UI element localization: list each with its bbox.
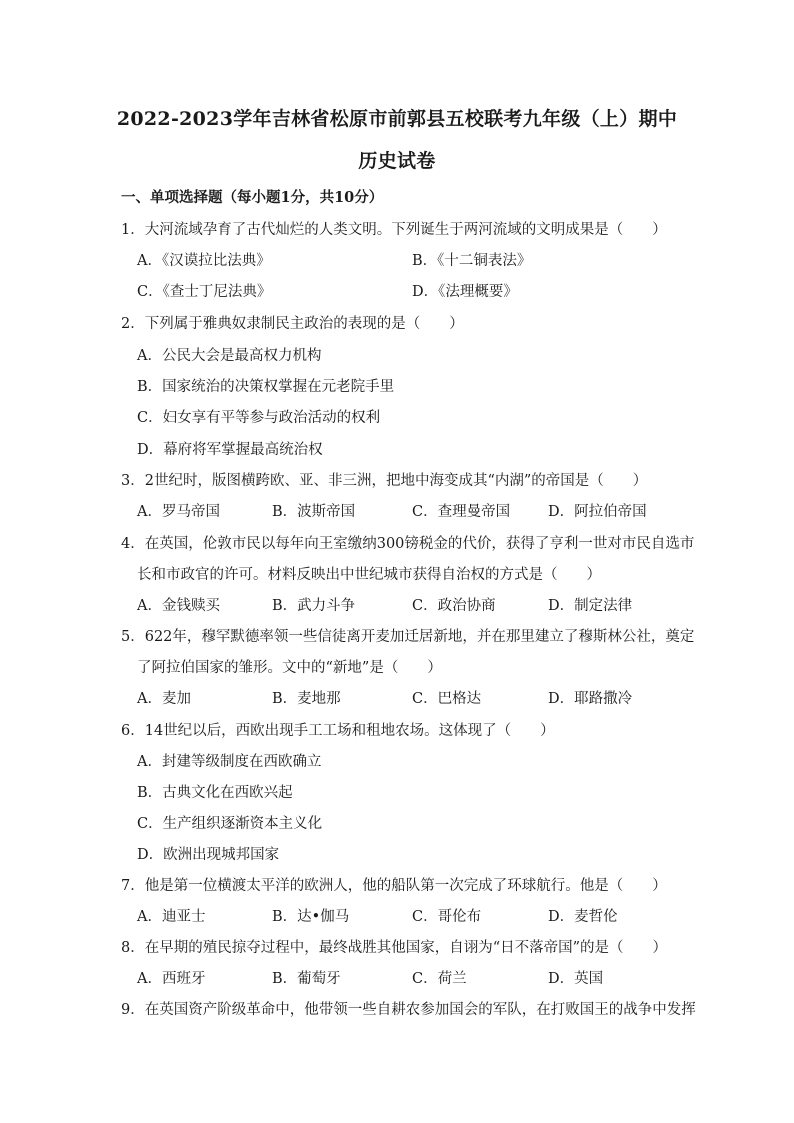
question-5-option-a: A．麦加 xyxy=(137,691,191,707)
question-5-option-b: B．麦地那 xyxy=(272,691,341,707)
question-4-option-a: A．金钱赎买 xyxy=(137,598,220,614)
question-8-option-c: C．荷兰 xyxy=(412,971,467,987)
question-4-stem-continued: 长和市政官的许可。材料反映出中世纪城市获得自治权的方式是（ ） xyxy=(137,567,601,583)
question-8-option-d: D．英国 xyxy=(548,971,604,987)
question-8-options xyxy=(137,967,677,988)
question-1-option-a: A．《汉谟拉比法典》 xyxy=(137,253,271,269)
question-1-options-row1 xyxy=(137,249,657,270)
question-2-stem: 2．下列属于雅典奴隶制民主政治的表现的是（ ） xyxy=(121,316,464,332)
question-3-option-b: B．波斯帝国 xyxy=(272,504,356,520)
question-4-option-d: D．制定法律 xyxy=(548,598,633,614)
question-4-options xyxy=(137,594,677,615)
question-6-option-a: A．封建等级制度在西欧确立 xyxy=(137,754,322,770)
question-3-option-d: D．阿拉伯帝国 xyxy=(548,504,647,520)
exam-title-line1: 2022-2023学年吉林省松原市前郭县五校联考九年级（上）期中 xyxy=(116,108,678,130)
question-4-option-c: C．政治协商 xyxy=(412,598,496,614)
question-5-stem: 5．622年，穆罕默德率领一些信徒离开麦加迁居新地，并在那里建立了穆斯林公社，奠定 xyxy=(121,629,695,645)
question-5-option-d: D．耶路撒冷 xyxy=(548,691,633,707)
question-1-options-row2 xyxy=(137,280,657,301)
question-7-option-c: C．哥伦布 xyxy=(412,909,482,925)
question-7-option-d: D．麦哲伦 xyxy=(548,909,618,925)
question-7-stem: 7．他是第一位横渡太平洋的欧洲人，他的船队第一次完成了环球航行。他是（ ） xyxy=(121,878,667,894)
question-9-stem: 9．在英国资产阶级革命中，他带领一些自耕农参加国会的军队，在打败国王的战争中发挥 xyxy=(121,1002,696,1018)
question-3-options xyxy=(137,500,677,521)
question-3-option-c: C．查理曼帝国 xyxy=(412,504,511,520)
question-8-option-a: A．西班牙 xyxy=(137,971,206,987)
question-1-option-d: D．《法理概要》 xyxy=(412,284,518,300)
question-7-options xyxy=(137,905,677,926)
question-2-option-b: B．国家统治的决策权掌握在元老院手里 xyxy=(137,379,395,395)
question-2-option-d: D．幕府将军掌握最高统治权 xyxy=(137,442,323,458)
question-1-stem: 1．大河流域孕育了古代灿烂的人类文明。下列诞生于两河流域的文明成果是（ ） xyxy=(121,222,667,238)
question-6-option-b: B．古典文化在西欧兴起 xyxy=(137,785,293,801)
question-4-option-b: B．武力斗争 xyxy=(272,598,356,614)
question-2-option-c: C．妇女享有平等参与政治活动的权利 xyxy=(137,410,381,426)
question-2-option-a: A．公民大会是最高权力机构 xyxy=(137,348,322,364)
question-4-stem: 4．在英国，伦敦市民以每年向王室缴纳300镑税金的代价，获得了亨利一世对市民自选市 xyxy=(121,536,695,552)
question-3-stem: 3．2世纪时，版图横跨欧、亚、非三洲，把地中海变成其“内湖”的帝国是（ ） xyxy=(121,473,648,489)
question-8-option-b: B．葡萄牙 xyxy=(272,971,341,987)
question-3-option-a: A．罗马帝国 xyxy=(137,504,220,520)
question-6-stem: 6．14世纪以后，西欧出现手工工场和租地农场。这体现了（ ） xyxy=(121,723,555,739)
question-7-option-a: A．迪亚士 xyxy=(137,909,206,925)
question-8-stem: 8．在早期的殖民掠夺过程中，最终战胜其他国家，自诩为“日不落帝国”的是（ ） xyxy=(121,940,668,956)
question-1-option-b: B．《十二铜表法》 xyxy=(412,253,532,269)
question-5-option-c: C．巴格达 xyxy=(412,691,482,707)
question-5-stem-continued: 了阿拉伯国家的雏形。文中的“新地”是（ ） xyxy=(137,660,442,676)
question-6-option-c: C．生产组织逐渐资本主义化 xyxy=(137,816,323,832)
question-7-option-b: B．达•伽马 xyxy=(272,909,350,925)
section-heading: 一、单项选择题（每小题1分，共10分） xyxy=(121,189,384,206)
exam-title-line2: 历史试卷 xyxy=(358,150,436,172)
question-6-option-d: D．欧洲出现城邦国家 xyxy=(137,847,280,863)
question-5-options xyxy=(137,687,677,708)
question-1-option-c: C．《查士丁尼法典》 xyxy=(137,284,272,300)
